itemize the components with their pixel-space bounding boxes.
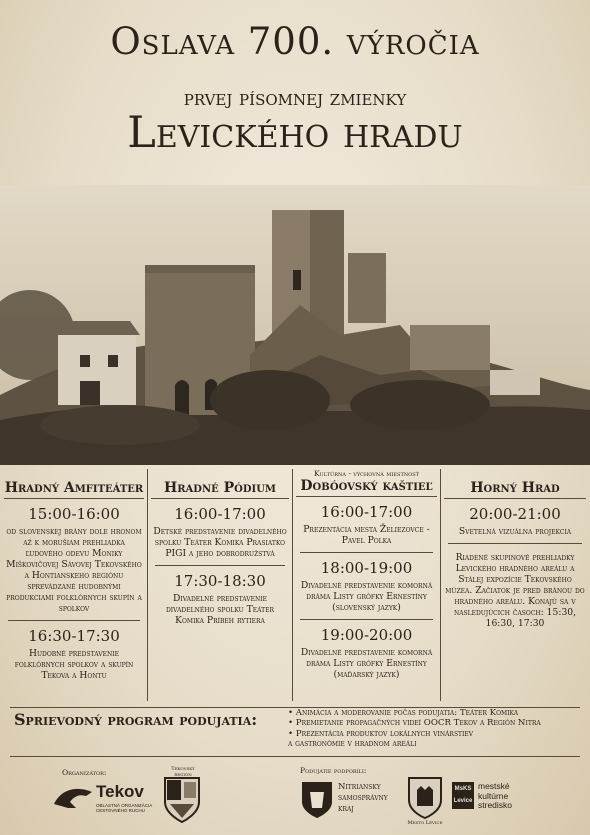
nsk-shield-icon (300, 780, 334, 820)
companion-program-list (288, 708, 541, 749)
msks-logo (452, 782, 552, 828)
slot-description: Divadelné predstavenie komorná dráma Listy grófky Ernestíny (maďarský jazyk) (300, 647, 433, 680)
divider (8, 620, 140, 621)
companion-program-item: • Prezentácia produktov lokálnych vinárstiev (288, 728, 474, 739)
crest-shield-icon (162, 776, 202, 826)
companion-program-item: • Premietanie propagačných videí OOCR Tekov a Región Nitra (288, 718, 541, 729)
slot-description: Svetelná vizuálna projekcia (458, 526, 572, 537)
column-heading: Hradné Pódium (151, 480, 289, 499)
msks-text: mestské kultúrne stredisko (478, 781, 513, 810)
slot-description: Prezentácia mesta Želiezovce - Pavel Polka (303, 524, 430, 546)
time-slot: 18:00-19:00 (320, 559, 413, 577)
crest-label: Tekovský región (171, 766, 195, 778)
time-slot: 15:00-16:00 (28, 505, 120, 523)
time-slot: 16:00-17:00 (320, 503, 413, 521)
companion-program-item: a gastronómie v hradnom areáli (288, 738, 417, 749)
organizer-label: Organizátor: (62, 768, 107, 777)
city-text: Mesto Levice (407, 820, 443, 826)
castle-illustration (0, 185, 590, 465)
column-amfiteater (4, 469, 144, 681)
slot-description: Riadené skupinové prehliadky Levického hradného areálu a Stálej expozície Tekovského múzea. Začiatok je pred bránou do hradného areálu. Konajú sa v nasledujúcich časoch: 15:30, 16:30, 17:30 (445, 552, 585, 629)
time-slot: 20:00-21:00 (469, 505, 561, 523)
companion-program-item: • Animácia a moderovanie počas podujatia: Teáter Komika (288, 708, 519, 718)
title-line-1: Oslava 700. výročia (110, 20, 480, 63)
column-subheading: Kultúrna - výchovná miestnosť (313, 469, 420, 478)
column-heading: Dobóovský kaštieľ (296, 478, 437, 497)
city-crest (405, 776, 445, 832)
title-line-2: prvej písomnej zmienky (183, 86, 407, 110)
time-slot: 19:00-20:00 (320, 626, 413, 644)
column-heading: Hradný Amfiteáter (4, 480, 144, 499)
program-columns (0, 465, 590, 705)
footer (0, 762, 590, 835)
slot-description: Divadelné predstavenie komorná dráma Listy grófky Ernestíny (slovenský jazyk) (300, 580, 433, 613)
column-heading: Horný Hrad (444, 480, 586, 499)
region-crest (162, 768, 202, 824)
slot-description: Hudobné predstavenie folklórnych spolkov a skupín Tekova a Hontu (14, 648, 134, 681)
tekov-logo-subtext: OBLASTNÁ ORGANIZÁCIA CESTOVNÉHO RUCHU (96, 803, 153, 813)
tekov-logo-text: Tekov (96, 782, 144, 801)
horse-icon (52, 782, 96, 812)
companion-program-label: Sprievodný program podujatia: (14, 710, 258, 729)
slot-description: od slovenskej brány dole hronom až k morušiam prehliadka ľudového odevu Moniky Miškovičovej Sávovej Tekovského a Hontianskeho regiónu sprevádzané hudobnými produkciami folklórnych skupín a spolkov (6, 526, 142, 614)
companion-program (10, 707, 580, 757)
nsk-logo (300, 780, 400, 830)
slot-description: Divadelné predstavenie divadelného spolku Teáter Komika Príbeh rytiera (165, 593, 275, 626)
column-divider (440, 469, 441, 701)
title-line-3: Levického hradu (127, 108, 463, 158)
time-slot: 16:30-17:30 (28, 627, 120, 645)
column-podium (151, 469, 289, 626)
divider (300, 552, 433, 553)
column-divider (292, 469, 293, 701)
supporters-label: Podujatie podporili: (300, 766, 367, 775)
time-slot: 17:30-18:30 (174, 572, 266, 590)
tekov-logo (52, 778, 152, 822)
divider (300, 619, 433, 620)
msks-badge: MsKS Levice (452, 782, 474, 809)
column-horny-hrad (444, 469, 586, 629)
nsk-text: Nitriansky samosprávny kraj (338, 782, 388, 814)
time-slot: 16:00-17:00 (174, 505, 266, 523)
city-shield-icon (407, 776, 443, 820)
divider (155, 565, 285, 566)
slot-description: Detské predstavenie divadelného spolku Teáter Komika Prasiatko PIGI a jeho dobrodružstvá (153, 526, 287, 559)
castle-photo (0, 185, 590, 465)
divider (448, 543, 582, 544)
column-kastiel (296, 469, 437, 680)
column-divider (147, 469, 148, 701)
